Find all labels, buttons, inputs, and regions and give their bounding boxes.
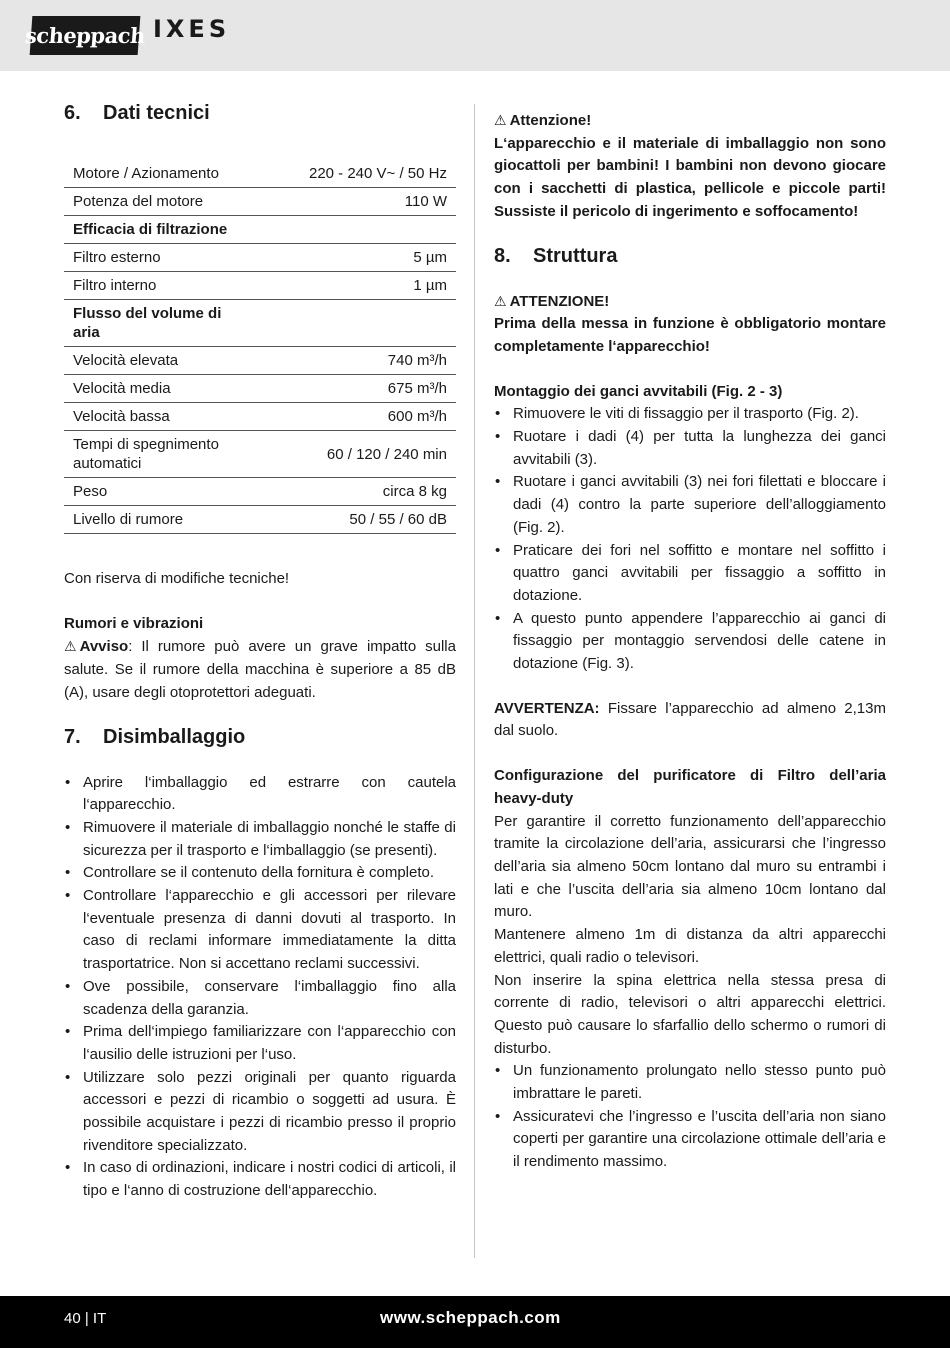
spec-label: Velocità bassa [64,403,252,431]
list-item: • Controllare l‘apparecchio e gli accessori per rilevare l‘eventuale presenza di danni dovuti al trasporto. In caso di reclami informare immediatamente la ditta trasportatrice. Non si accettano reclami successivi. [64,885,456,976]
noise-heading: Rumori e vibrazioni [64,614,204,632]
warning-icon: ⚠ [494,292,507,309]
attention2-text: Prima della messa in funzione è obbligatorio montare completamente l‘apparecchio! [494,315,886,355]
noise-warning [64,635,456,704]
left-column [64,100,456,1203]
spec-value [252,300,456,347]
website-link[interactable]: www.scheppach.com [380,1308,561,1327]
section-7-heading [64,724,456,750]
hooks-heading: Montaggio dei ganci avvitabili (Fig. 2 - 3) [494,382,783,400]
warning-icon: ⚠ [494,112,507,128]
spec-row [64,347,456,375]
spec-row [64,431,456,478]
spec-row [64,506,456,534]
spec-label: Filtro esterno [64,244,252,272]
spec-label: Velocità media [64,375,252,403]
technical-data-table [64,160,456,534]
section-title: Struttura [533,244,618,267]
avvertenza-note [494,698,886,743]
spec-value: 1 µm [252,272,456,300]
list-item: • Assicuratevi che l’ingresso e l’uscita dell’aria non siano coperti per garantire una circolazione ottimale dell’aria e il rendimento massimo. [494,1106,886,1174]
spec-value: 220 - 240 V~ / 50 Hz [252,160,456,188]
spec-label: Peso [64,478,252,506]
spec-row [64,160,456,188]
page-number: 40 | IT [64,1310,107,1327]
spec-row [64,272,456,300]
attention2-title-text: ATTENZIONE! [509,292,610,310]
spec-value: 600 m³/h [252,403,456,431]
spec-row [64,403,456,431]
hooks-list [494,403,886,675]
spec-row [64,244,456,272]
list-item: • Ruotare i ganci avvitabili (3) nei fori filettati e bloccare i dadi (4) contro la parte superiore dell’alloggiamento (Fig. 2). [494,471,886,539]
list-item: • Prima dell‘impiego familiarizzare con l‘apparecchio con l‘ausilio delle istruzioni per l‘uso. [64,1021,456,1066]
spec-value: 60 / 120 / 240 min [252,431,456,478]
list-item: • Utilizzare solo pezzi originali per quanto riguarda accessori e pezzi di ricambio o soggetti ad usura. È possibile acquistare i pezzi di ricambio presso il proprio rivenditore specializzato. [64,1067,456,1158]
right-column [494,100,886,1174]
spec-value: 5 µm [252,244,456,272]
spec-row [64,188,456,216]
list-item: • Un funzionamento prolungato nello stesso punto può imbrattare le pareti. [494,1060,886,1105]
list-item: • Aprire l‘imballaggio ed estrarre con cautela l‘apparecchio. [64,772,456,817]
attention-title-text: Attenzione! [509,112,592,129]
section-number: 7. [64,725,81,748]
avvertenza-label: AVVERTENZA: [494,699,600,717]
reserve-note: Con riserva di modifiche tecniche! [64,570,290,587]
spec-label: Motore / Azionamento [64,160,252,188]
section-title: Dati tecnici [103,102,210,124]
attention-title [494,109,886,133]
list-item: • Rimuovere le viti di fissaggio per il trasporto (Fig. 2). [494,403,886,426]
section-title: Disimballaggio [103,725,246,748]
page-header [0,0,950,71]
config-paragraph-3: Non inserire la spina elettrica nella stessa presa di corrente di radio, televisori o altri apparecchi elettrici. Questo può causare lo sfarfallio dello schermo o rumori di disturbo. [494,971,886,1057]
page-footer [0,1296,950,1348]
config-list [494,1060,886,1174]
spec-value: 110 W [252,188,456,216]
section-number: 8. [494,244,511,267]
list-item: • Ove possibile, conservare l‘imballaggio fino alla scadenza della garanzia. [64,976,456,1021]
list-item: • Praticare dei fori nel soffitto e montare nel soffitto i quattro ganci avvitabili per fissaggio a soffitto in dotazione. [494,540,886,608]
spec-label: Velocità elevata [64,347,252,375]
spec-row [64,216,456,244]
spec-value: circa 8 kg [252,478,456,506]
spec-row [64,478,456,506]
spec-label: Flusso del volume di aria [64,300,252,347]
section-6-heading [64,100,456,126]
spec-label: Tempi di spegnimento automatici [64,431,252,478]
avvertenza-text: Fissare l’apparecchio ad almeno 2,13m dal suolo. [494,699,886,740]
list-item: • Rimuovere il materiale di imballaggio nonché le staffe di sicurezza per il trasporto e l‘imballaggio (se presenti). [64,817,456,862]
noise-warning-label: Avviso [79,638,129,656]
unpacking-list [64,772,456,1203]
spec-label: Efficacia di filtrazione [64,216,252,244]
list-item: • A questo punto appendere l’apparecchio ai ganci di fissaggio per montaggio servendosi delle catene in dotazione (Fig. 3). [494,608,886,676]
spec-value: 740 m³/h [252,347,456,375]
spec-label: Livello di rumore [64,506,252,534]
spec-value [252,216,456,244]
attention-text: L‘apparecchio e il materiale di imballaggio non sono giocattoli per bambini! I bambini non devono giocare con i sacchetti di plastica, pellicole e piccole parti! Sussiste il pericolo di ingerimento e soffocamento! [494,134,886,220]
column-divider [474,104,475,1258]
spec-row [64,300,456,347]
config-paragraph-2: Mantenere almeno 1m di distanza da altri apparecchi elettrici, quali radio o televisori. [494,926,886,966]
spec-label: Filtro interno [64,272,252,300]
list-item: • Controllare se il contenuto della fornitura è completo. [64,862,456,885]
list-item: • In caso di ordinazioni, indicare i nostri codici di articoli, il tipo e l‘anno di costruzione dell‘apparecchio. [64,1157,456,1202]
spec-label: Potenza del motore [64,188,252,216]
attention2-title [494,290,886,314]
spec-row [64,375,456,403]
list-item: • Ruotare i dadi (4) per tutta la lunghezza dei ganci avvitabili (3). [494,426,886,471]
warning-icon: ⚠ [64,638,77,655]
spec-value: 50 / 55 / 60 dB [252,506,456,534]
spec-value: 675 m³/h [252,375,456,403]
config-paragraph-1: Per garantire il corretto funzionamento dell’apparecchio tramite la circolazione dell’aria, assicurarsi che l’ingresso dell’aria sia almeno 50cm lontano dal muro su entrambi i lati e che l’uscita dell’aria sia almeno 10cm lontano dal muro. [494,812,886,921]
section-number: 6. [64,102,81,124]
section-8-heading [494,243,886,269]
config-heading: Configurazione del purificatore di Filtro dell’aria heavy-duty [494,767,886,807]
ixes-brand-logo: IXES [153,15,231,43]
scheppach-logo: scheppach [30,16,141,55]
noise-warning-text: : Il rumore può avere un grave impatto sulla salute. Se il rumore della macchina è superiore a 85 dB (A), usare degli otoprotettori adeguati. [64,638,456,701]
